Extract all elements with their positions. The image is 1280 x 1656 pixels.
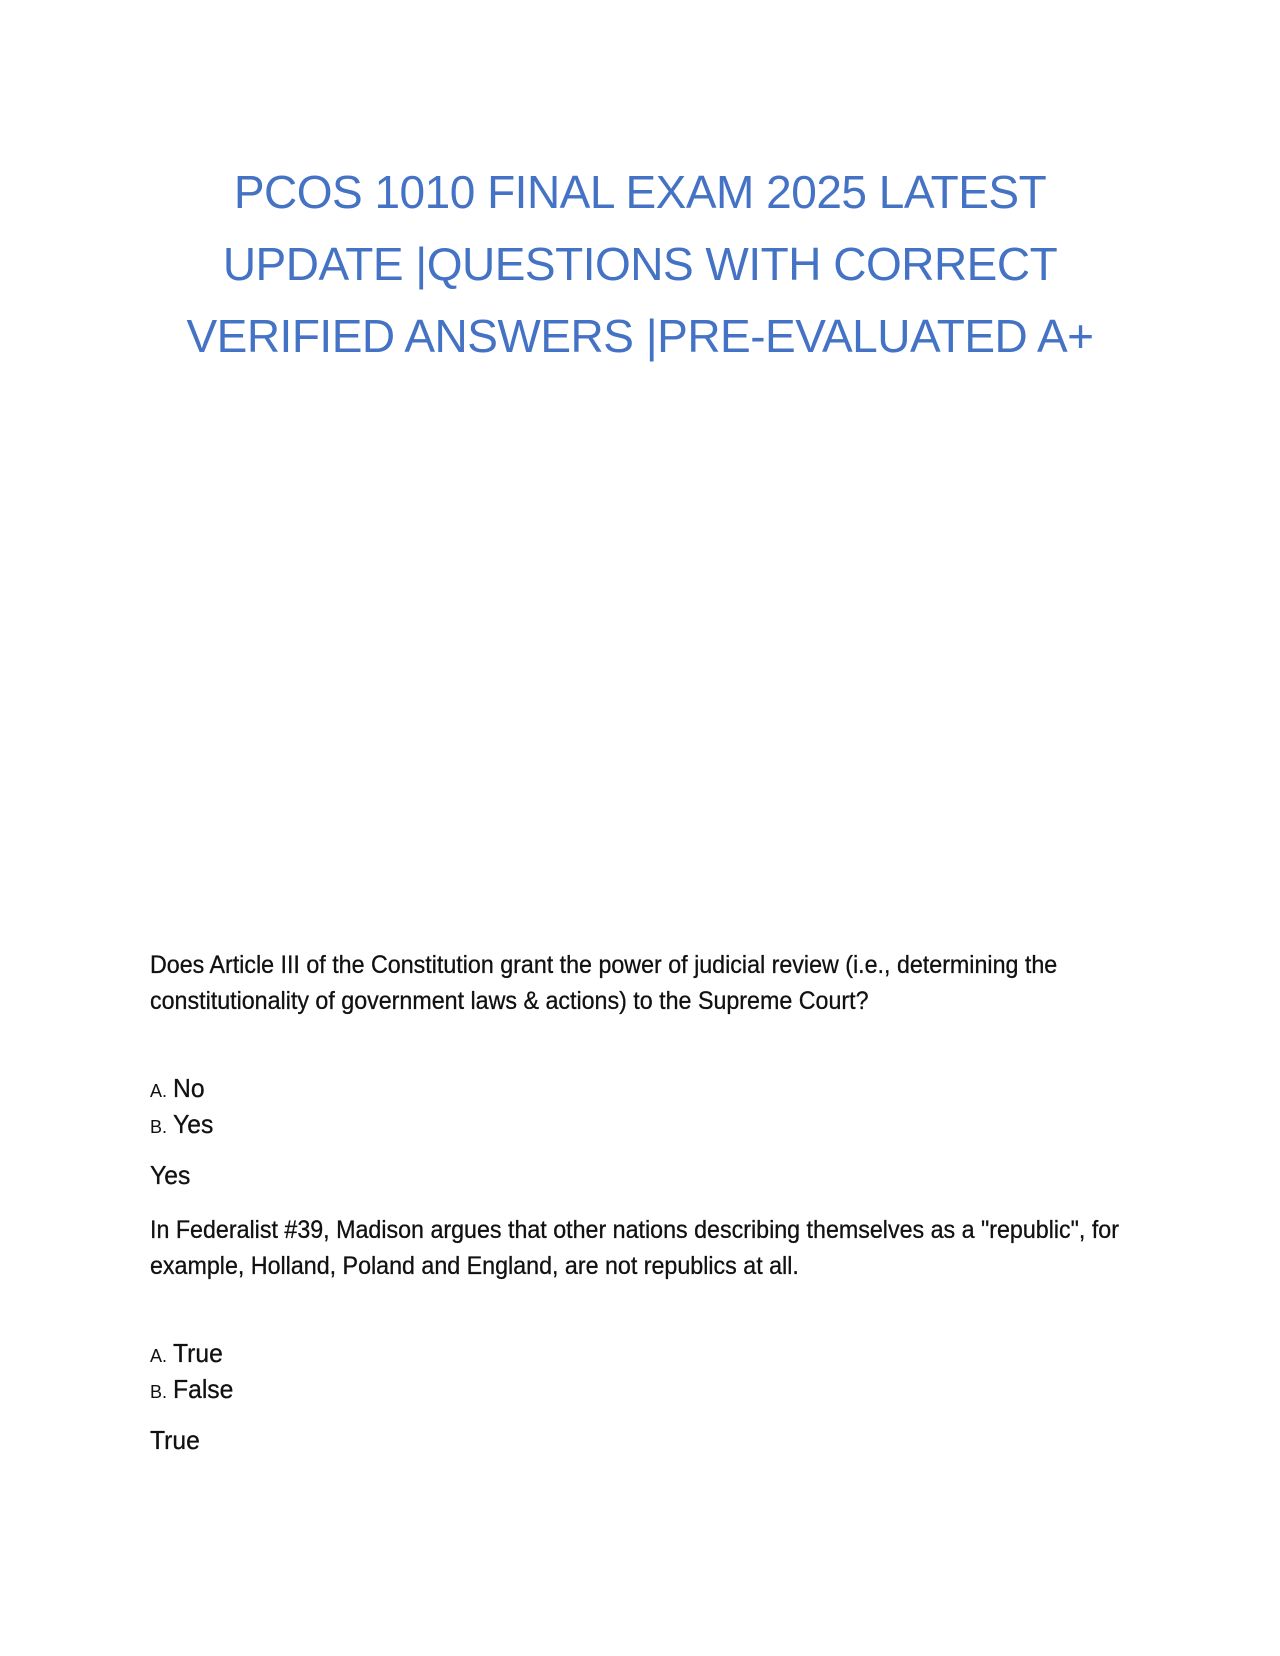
title-line: UPDATE |QUESTIONS WITH CORRECT [222,238,1058,290]
question-text: In Federalist #39, Madison argues that other nations describing themselves as a "republic", for example, Holland, Poland and England, are not republics at all. [150,1216,1119,1280]
question-text: Does Article III of the Constitution grant the power of judicial review (i.e., determining the constitutionality of government laws & actions) to the Supreme Court? [150,951,1058,1015]
option-text: Yes [173,1109,214,1139]
answer-option [150,1335,1130,1371]
option-text: No [173,1073,205,1103]
correct-answer: Yes [150,1160,191,1190]
option-letter: B. [150,1117,168,1137]
answer-options [150,1335,1130,1407]
answer-option [150,1070,1130,1106]
answer-options [150,1070,1130,1142]
correct-answer: True [150,1425,200,1455]
option-letter: A. [150,1081,168,1101]
question-block [150,947,1130,1193]
option-letter: B. [150,1382,168,1402]
answer-option [150,1106,1130,1142]
title-line: VERIFIED ANSWERS |PRE-EVALUATED A+ [186,310,1094,362]
answer-option [150,1371,1130,1407]
document-title [150,156,1130,372]
question-block [150,1212,1130,1458]
option-letter: A. [150,1346,168,1366]
option-text: False [173,1374,234,1404]
title-line: PCOS 1010 FINAL EXAM 2025 LATEST [233,166,1047,218]
option-text: True [173,1338,223,1368]
